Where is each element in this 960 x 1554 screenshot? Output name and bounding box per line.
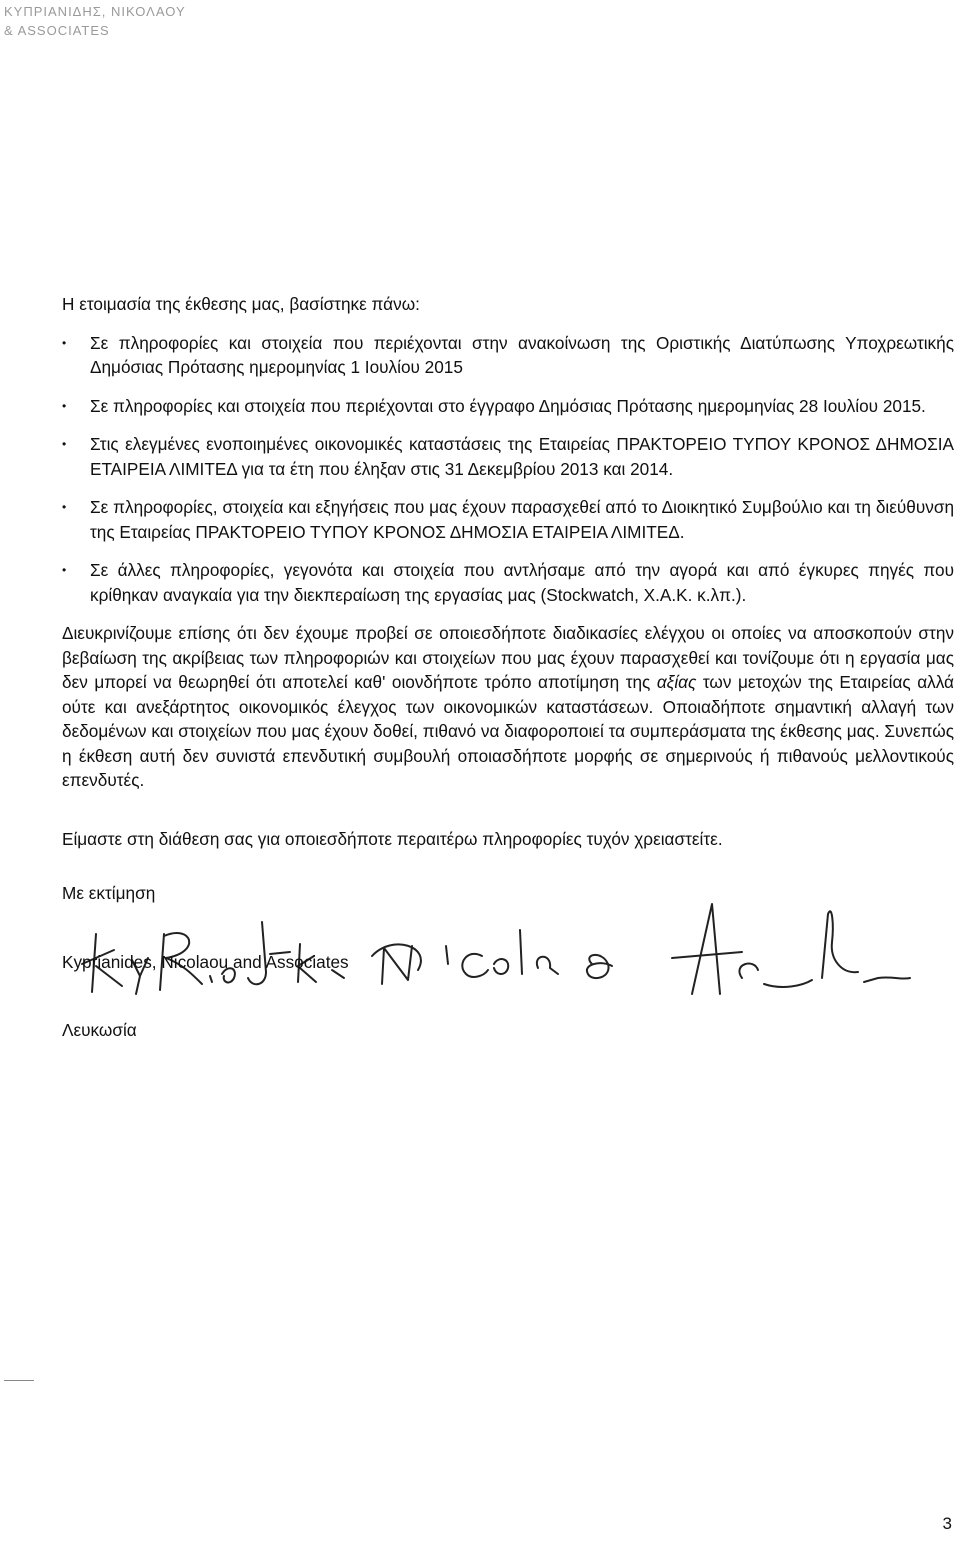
page-number: 3 (942, 1514, 952, 1533)
firm-name: Kyprianides, Nicolaou and Associates (62, 951, 349, 972)
header-stamp-line1: ΚΥΠΡΙΑΝΙΔΗΣ, ΝΙΚΟΛΑΟΥ (4, 4, 186, 19)
list-item: • Σε άλλες πληροφορίες, γεγονότα και στοιχεία που αντλήσαμε από την αγορά και από έγκυρες πηγές που κρίθηκαν αναγκαία για την διεκπεραίωση της εργασίας μας (Stockwatch, Χ.Α.Κ. κ.λπ.). (62, 558, 954, 607)
disclaimer-text-after: των μετοχών της Εταιρείας αλλά ούτε και ανεξάρτητος οικονομικός έλεγχος των οικονομικών καταστάσεων. Οποιαδήποτε σημαντική αλλαγή των δεδομένων και στοιχείων που μας έχουν δοθεί, πιθανό να διαφοροποιεί τα συμπεράσματα της έκθεσης μας. Συνεπώς η έκθεση αυτή δεν συνιστά επενδυτική συμβουλή οποιασδήποτε μορφής σε σημερινούς ή πιθανούς μελλοντικούς επενδυτές. (62, 672, 954, 790)
closing-sentence: Είμαστε στη διάθεση σας για οποιεσδήποτε περαιτέρω πληροφορίες τυχόν χρειαστείτε. (62, 828, 723, 849)
list-item: • Σε πληροφορίες και στοιχεία που περιέχονται στο έγγραφο Δημόσιας Πρότασης ημερομηνίας 28 Ιουλίου 2015. (62, 394, 954, 419)
handwritten-signature (52, 894, 912, 1004)
list-item: • Σε πληροφορίες, στοιχεία και εξηγήσεις που μας έχουν παρασχεθεί από το Διοικητικό Συμβούλιο και τη διεύθυνση της Εταιρείας ΠΡΑΚΤΟΡΕΙΟ ΤΥΠΟΥ ΚΡΟΝΟΣ ΔΗΜΟΣΙΑ ΕΤΑΙΡΕΙΑ ΛΙΜΙΤΕΔ. (62, 495, 954, 544)
header-stamp (4, 2, 186, 40)
regards-line: Με εκτίμηση (62, 883, 156, 903)
disclaimer-italic-word: αξίας (656, 672, 697, 692)
header-stamp-line2: & ASSOCIATES (4, 23, 110, 38)
city-name: Λευκωσία (62, 1020, 137, 1040)
sources-list (62, 331, 954, 608)
scan-mark (4, 1380, 34, 1381)
list-item: • Σε πληροφορίες και στοιχεία που περιέχονται στην ανακοίνωση της Οριστικής Διατύπωσης Υποχρεωτικής Δημόσιας Πρότασης ημερομηνίας 1 Ιουλίου 2015 (62, 331, 954, 380)
intro-text: Η ετοιμασία της έκθεσης μας, βασίστηκε πάνω: (62, 294, 420, 314)
disclaimer-text-before: Διευκρινίζουμε επίσης ότι δεν έχουμε προβεί σε οποιεσδήποτε διαδικασίες ελέγχου οι οποίες να αποσκοπούν στην βεβαίωση της ακρίβειας των πληροφοριών και στοιχείων που μας έχουν παρασχεθεί και τονίζουμε ότι η εργασία μας δεν μπορεί να θεωρηθεί ότι αποτελεί καθ' οιονδήποτε τρόπο αποτίμηση της (62, 623, 954, 692)
disclaimer-paragraph (62, 621, 954, 793)
letter-body (62, 292, 954, 1043)
list-item: • Στις ελεγμένες ενοποιημένες οικονομικές καταστάσεις της Εταιρείας ΠΡΑΚΤΟΡΕΙΟ ΤΥΠΟΥ ΚΡΟΝΟΣ ΔΗΜΟΣΙΑ ΕΤΑΙΡΕΙΑ ΛΙΜΙΤΕΔ για τα έτη που έληξαν στις 31 Δεκεμβρίου 2013 και 2014. (62, 432, 954, 481)
